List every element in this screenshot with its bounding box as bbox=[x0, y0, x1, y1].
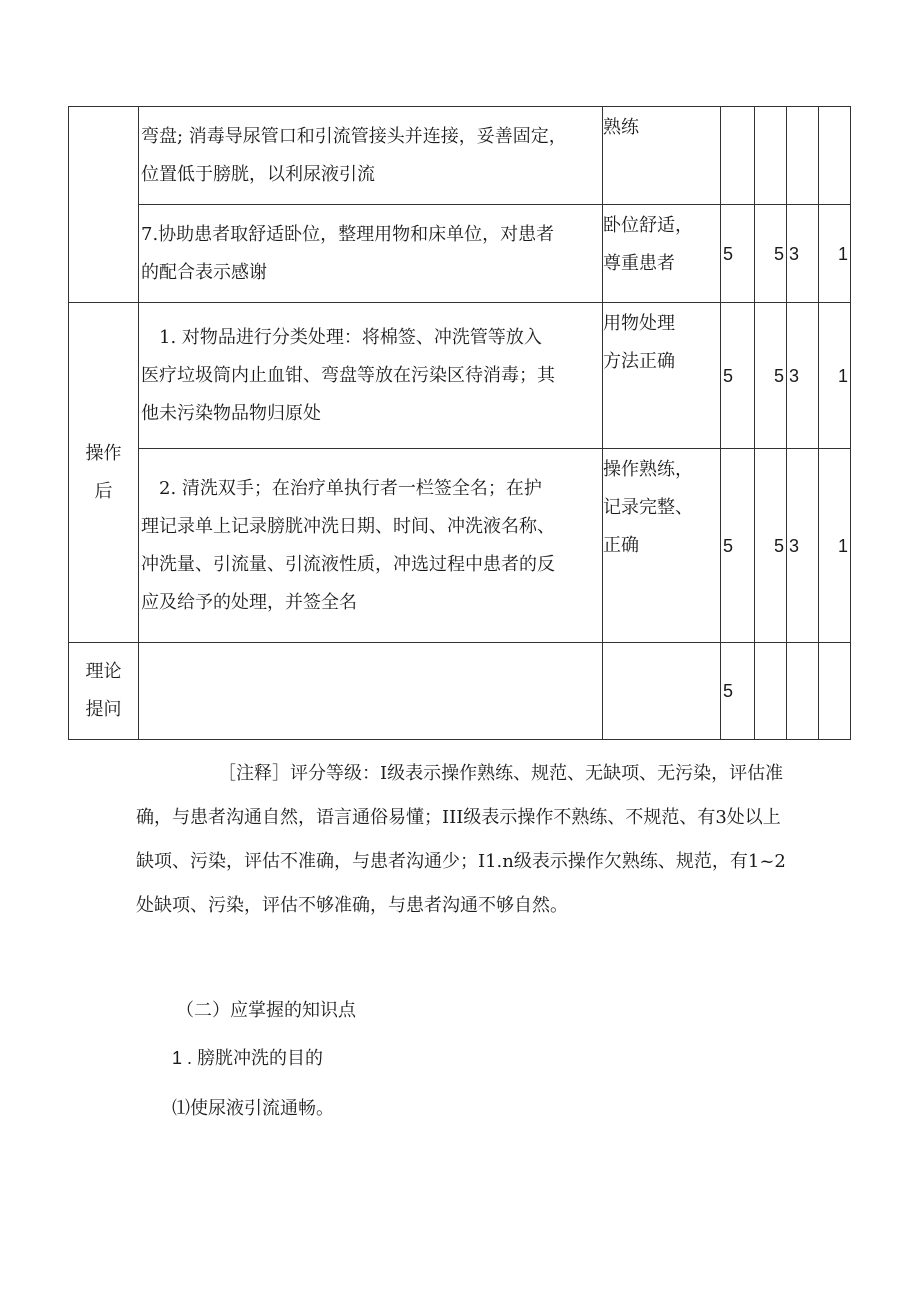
score-cell bbox=[787, 107, 819, 205]
content-line: 他未污染物品物归原处 bbox=[141, 402, 321, 424]
stage-label-line: 后 bbox=[94, 480, 113, 502]
content-cell bbox=[139, 303, 603, 449]
content-cell bbox=[139, 205, 603, 303]
standard-line: 方法正确 bbox=[603, 351, 675, 372]
content-line: 7.协助患者取舒适卧位，整理用物和床单位，对患者 bbox=[141, 223, 555, 245]
score-cell bbox=[755, 107, 787, 205]
standard-cell bbox=[603, 205, 721, 303]
score-level-1: 5 bbox=[721, 303, 755, 449]
table-row bbox=[69, 303, 851, 449]
table-row bbox=[69, 643, 851, 740]
standard-line: 尊重患者 bbox=[603, 253, 675, 274]
stage-cell-after-operation bbox=[69, 303, 139, 643]
standard-line: 正确 bbox=[603, 535, 639, 556]
score-level-4: 1 bbox=[819, 303, 851, 449]
standard-line: 用物处理 bbox=[603, 313, 675, 334]
content-line: 位置低于膀胱，以利尿液引流 bbox=[141, 163, 375, 185]
standard-cell bbox=[603, 107, 721, 205]
score-level-3: 3 bbox=[787, 303, 819, 449]
content-cell bbox=[139, 643, 603, 740]
scoring-table bbox=[68, 106, 851, 740]
score-cell bbox=[819, 643, 851, 740]
score-level-4: 1 bbox=[819, 205, 851, 303]
score-level-2: 5 bbox=[755, 205, 787, 303]
standard-line: 熟练 bbox=[603, 117, 639, 138]
knowledge-item: 1 . 膀胱冲洗的目的 bbox=[172, 1048, 324, 1068]
annotation-note bbox=[136, 752, 860, 928]
standard-cell bbox=[603, 449, 721, 643]
content-line: 1. 对物品进行分类处理：将棉签、冲洗管等放入 bbox=[159, 326, 542, 348]
score-level-3: 3 bbox=[787, 449, 819, 643]
note-line: 确，与患者沟通自然，语言通俗易懂；III级表示操作不熟练、不规范、有3处以上 bbox=[136, 807, 781, 828]
content-line: 医疗垃圾筒内止血钳、弯盘等放在污染区待消毒；其 bbox=[141, 364, 555, 386]
score-level-1: 5 bbox=[721, 643, 755, 740]
stage-label-line: 理论 bbox=[85, 661, 122, 682]
table-row bbox=[69, 205, 851, 303]
stage-cell-empty bbox=[69, 107, 139, 303]
section-heading: （二）应掌握的知识点 bbox=[176, 1000, 356, 1021]
content-line: 2. 清洗双手；在治疗单执行者一栏签全名；在护 bbox=[159, 477, 542, 499]
score-level-2: 5 bbox=[755, 303, 787, 449]
content-cell bbox=[139, 449, 603, 643]
table-row bbox=[69, 449, 851, 643]
standard-line: 卧位舒适， bbox=[603, 215, 693, 236]
table-row bbox=[69, 107, 851, 205]
score-level-2: 5 bbox=[755, 449, 787, 643]
note-line: ［注释］评分等级：I级表示操作熟练、规范、无缺项、无污染，评估准 bbox=[218, 763, 784, 784]
stage-label-line: 操作 bbox=[85, 442, 122, 464]
score-level-3: 3 bbox=[787, 205, 819, 303]
content-line: 的配合表示感谢 bbox=[141, 261, 267, 283]
knowledge-subitem: ⑴使尿液引流通畅。 bbox=[172, 1098, 334, 1119]
score-level-1: 5 bbox=[721, 205, 755, 303]
content-line: 冲洗量、引流量、引流液性质，冲选过程中患者的反 bbox=[141, 553, 555, 575]
content-line: 应及给予的处理，并签全名 bbox=[141, 591, 357, 613]
standard-cell bbox=[603, 303, 721, 449]
score-level-1: 5 bbox=[721, 449, 755, 643]
note-line: 缺项、污染，评估不准确，与患者沟通少；I1.n级表示操作欠熟练、规范，有1~2 bbox=[136, 851, 786, 872]
stage-cell-theory bbox=[69, 643, 139, 740]
score-cell bbox=[819, 107, 851, 205]
stage-label-line: 提问 bbox=[85, 699, 122, 720]
content-line: 理记录单上记录膀胱冲洗日期、时间、冲洗液名称、 bbox=[141, 515, 555, 537]
standard-cell bbox=[603, 643, 721, 740]
content-line: 弯盘; 消毒导尿管口和引流管接头并连接，妥善固定， bbox=[141, 125, 567, 147]
standard-line: 记录完整、 bbox=[603, 497, 693, 518]
standard-line: 操作熟练， bbox=[603, 459, 693, 480]
content-cell bbox=[139, 107, 603, 205]
score-cell bbox=[755, 643, 787, 740]
score-cell bbox=[721, 107, 755, 205]
note-line: 处缺项、污染，评估不够准确，与患者沟通不够自然。 bbox=[136, 895, 568, 916]
score-cell bbox=[787, 643, 819, 740]
score-level-4: 1 bbox=[819, 449, 851, 643]
